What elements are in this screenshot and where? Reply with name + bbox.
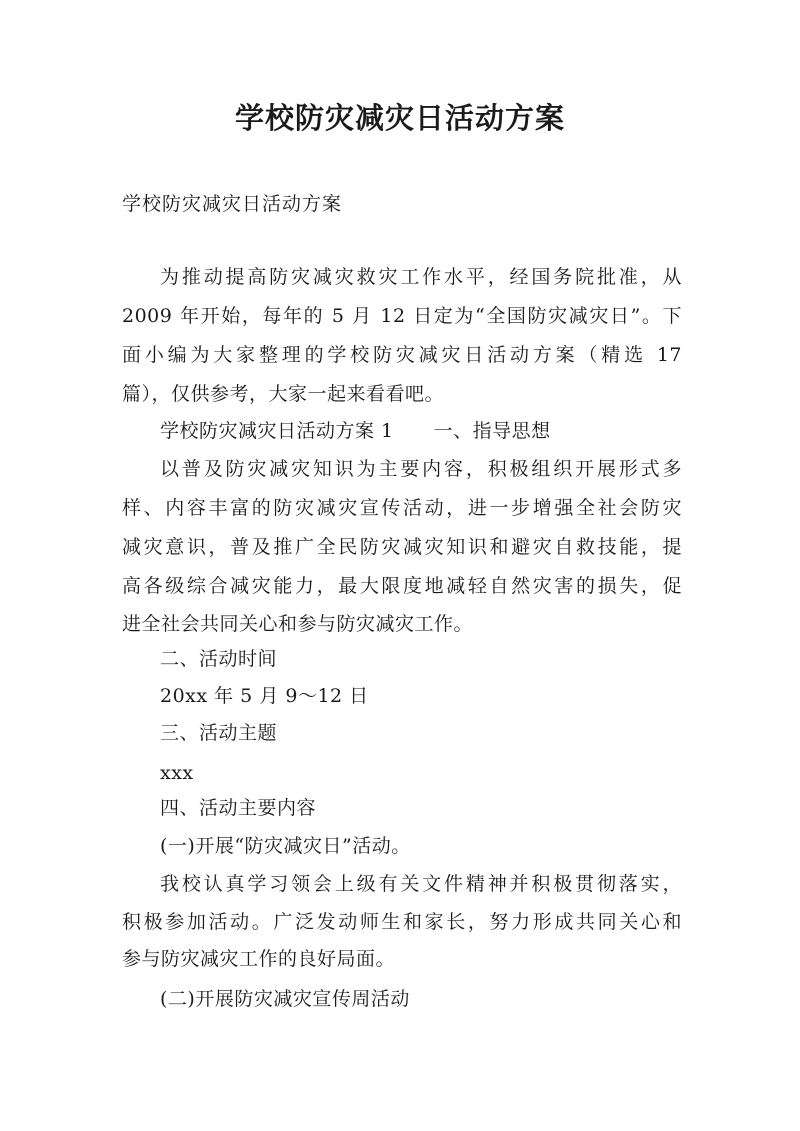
intro-line-2: 2009 年开始，每年的 5 月 12 日定为“全国防灾减灾日”。下 <box>122 305 682 327</box>
plan-1-heading-row <box>160 416 720 446</box>
section-2-body: 20xx 年 5 月 9～12 日 <box>160 685 369 707</box>
section-1-heading: 一、指导思想 <box>433 420 551 442</box>
item-1-line-3: 参与防灾减灾工作的良好局面。 <box>122 948 396 970</box>
document-subtitle: 学校防灾减灾日活动方案 <box>122 193 343 215</box>
section-2-heading: 二、活动时间 <box>160 648 278 670</box>
plan-1-label: 学校防灾减灾日活动方案 1 <box>160 420 394 442</box>
intro-line-3: 面小编为大家整理的学校防灾减灾日活动方案（精选 17 <box>122 344 682 366</box>
section-4-heading: 四、活动主要内容 <box>160 797 317 819</box>
section-1-line-3: 减灾意识，普及推广全民防灾减灾知识和避灾自救技能，提 <box>122 536 682 558</box>
item-1-line-2: 积极参加活动。广泛发动师生和家长，努力形成共同关心和 <box>122 911 682 933</box>
item-2-heading: (二)开展防灾减灾宣传周活动 <box>160 988 410 1010</box>
intro-line-4: 篇），仅供参考，大家一起来看看吧。 <box>122 383 445 405</box>
intro-line-1: 为推动提高防灾减灾救灾工作水平，经国务院批准，从 <box>160 266 682 288</box>
section-3-heading: 三、活动主题 <box>160 722 278 744</box>
item-1-heading: (一)开展“防灾减灾日”活动。 <box>160 835 411 857</box>
section-1-line-1: 以普及防灾减灾知识为主要内容，积极组织开展形式多 <box>160 458 682 480</box>
item-1-line-1: 我校认真学习领会上级有关文件精神并积极贯彻落实， <box>160 873 682 895</box>
section-1-line-4: 高各级综合减灾能力，最大限度地减轻自然灾害的损失，促 <box>122 575 682 597</box>
section-1-line-5: 进全社会共同关心和参与防灾减灾工作。 <box>122 613 474 635</box>
section-1-line-2: 样、内容丰富的防灾减灾宣传活动，进一步增强全社会防灾 <box>122 497 682 519</box>
document-title: 学校防灾减灾日活动方案 <box>234 101 565 135</box>
section-3-body: xxx <box>160 762 194 784</box>
